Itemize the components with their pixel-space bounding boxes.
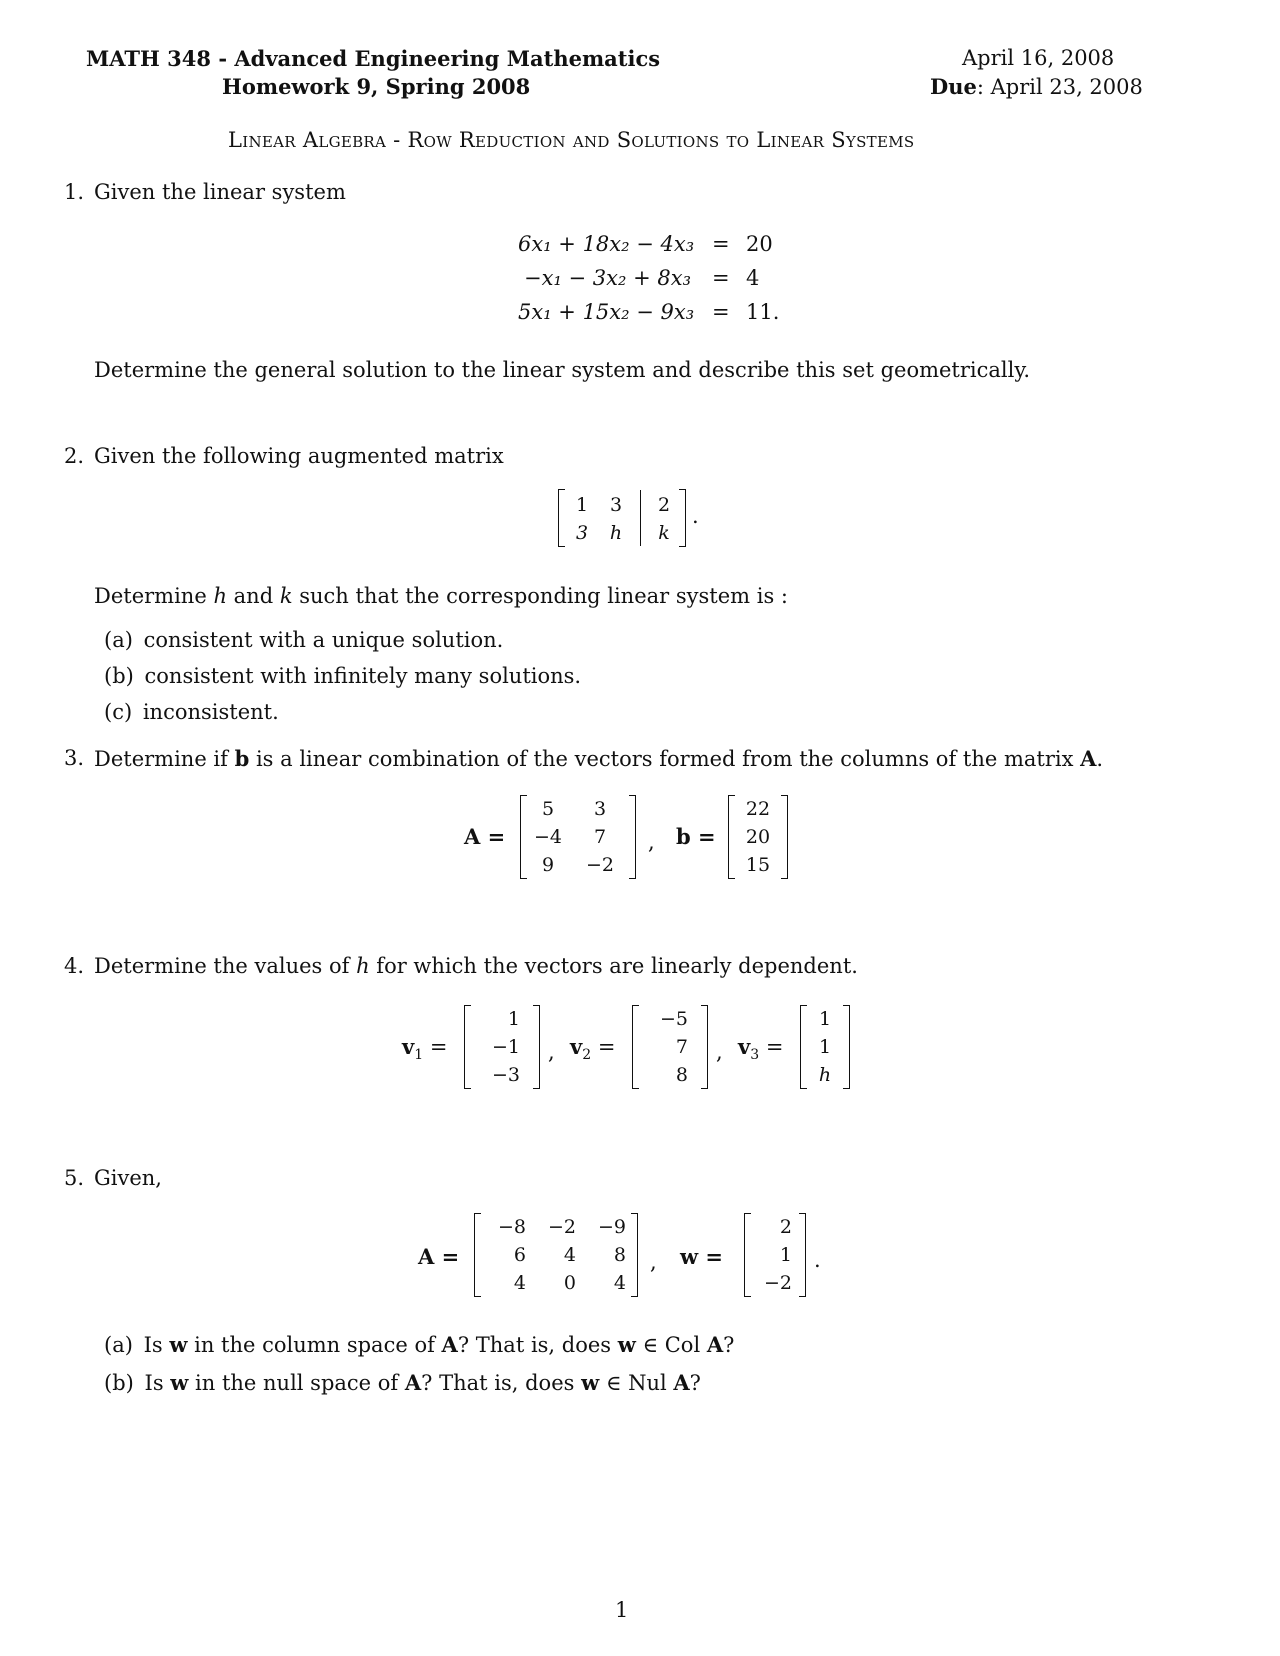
vector-subscript: 3 — [750, 1047, 760, 1064]
part-text — [145, 1371, 701, 1395]
due-date — [930, 76, 1143, 98]
left-bracket — [558, 489, 565, 547]
equation-1-lhs: 6x₁ + 18x₂ − 4x₃ — [518, 232, 695, 256]
matrix-cell: 3 — [609, 494, 623, 516]
vector-w-label: w = — [680, 1244, 723, 1269]
problem-2-intro: Given the following augmented matrix — [94, 444, 504, 468]
matrix-cell: 2 — [657, 494, 671, 516]
left-bracket — [800, 1005, 807, 1089]
vector-v1-label — [402, 1036, 447, 1062]
matrix-cell: 0 — [563, 1272, 576, 1294]
separator-comma: , — [548, 1040, 555, 1064]
vector-subscript: 1 — [414, 1047, 424, 1064]
matrix-cell: k — [658, 522, 670, 544]
matrix-cell: 7 — [593, 826, 607, 848]
var-b: b — [234, 746, 250, 771]
matrix-cell: −2 — [585, 854, 614, 876]
right-bracket — [799, 1213, 806, 1297]
homework-title: Homework 9, Spring 2008 — [222, 74, 531, 99]
left-bracket — [744, 1213, 751, 1297]
vector-cell: −2 — [763, 1272, 792, 1294]
part-text: ? That is, does — [421, 1371, 582, 1395]
matrix-cell: 4 — [613, 1272, 626, 1294]
problem-4-question — [94, 956, 858, 977]
question-text: Determine the values of — [94, 954, 357, 978]
var-h: h — [356, 954, 370, 978]
matrix-cell: 6 — [513, 1244, 526, 1266]
vector-cell: 20 — [745, 826, 771, 848]
part-text: consistent with a unique solution. — [143, 628, 504, 652]
matrix-cell: 3 — [575, 522, 589, 544]
right-bracket — [701, 1005, 708, 1089]
part-text: consistent with infinitely many solutions. — [144, 664, 582, 688]
equation-1-rhs: 20 — [746, 232, 773, 256]
separator-comma: , — [648, 830, 655, 854]
question-text: such that the corresponding linear system is : — [292, 584, 788, 608]
vector-cell: 22 — [745, 798, 771, 820]
var-h: h — [213, 584, 227, 608]
vector-v3-label — [738, 1036, 783, 1062]
equals-sign: = — [765, 1035, 784, 1059]
part-text: ? That is, does — [457, 1333, 618, 1357]
vector-b — [728, 796, 788, 878]
problem-2-question — [94, 586, 788, 607]
var-w: w — [581, 1370, 600, 1395]
equation-2-eq: = — [712, 266, 730, 290]
equation-3-rhs: 11. — [746, 300, 780, 324]
due-date-value: : April 23, 2008 — [976, 75, 1143, 99]
problem-2-number: 2. — [64, 444, 85, 468]
equation-3-lhs: 5x₁ + 15x₂ − 9x₃ — [518, 300, 695, 324]
question-text: Determine if — [94, 747, 235, 771]
augmented-matrix — [558, 490, 686, 546]
matrix-cell: −4 — [533, 826, 562, 848]
problem-1-number: 1. — [64, 180, 85, 204]
problem-4-number: 4. — [64, 954, 85, 978]
equation-2-rhs: 4 — [746, 266, 760, 290]
matrix-A-label: A = — [418, 1244, 460, 1269]
right-bracket — [533, 1005, 540, 1089]
question-text: and — [226, 584, 280, 608]
right-bracket — [781, 795, 788, 879]
matrix-A-label: A = — [464, 824, 506, 849]
part-c — [104, 702, 279, 723]
separator-comma: , — [716, 1040, 723, 1064]
var-A: A — [706, 1332, 724, 1357]
question-text: is a linear combination of the vectors formed from the columns of the matrix — [249, 747, 1081, 771]
left-bracket — [474, 1213, 481, 1297]
vector-name: v — [570, 1034, 583, 1059]
course-title: MATH 348 - Advanced Engineering Mathematics — [86, 46, 661, 71]
matrix-cell: 3 — [593, 798, 607, 820]
part-text: ? — [723, 1333, 735, 1357]
matrix-cell: 1 — [575, 494, 589, 516]
equals-sign: = — [429, 1035, 448, 1059]
problem-1-question: Determine the general solution to the linear system and describe this set geometrically. — [94, 358, 1031, 382]
vector-name: v — [738, 1034, 751, 1059]
equation-1-eq: = — [712, 232, 730, 256]
matrix-period: . — [692, 504, 699, 528]
part-label: (a) — [104, 628, 133, 652]
matrix-cell: 5 — [541, 798, 555, 820]
matrix-cell: 8 — [613, 1244, 626, 1266]
question-text: for which the vectors are linearly dependent. — [369, 954, 858, 978]
vector-cell: −3 — [491, 1064, 520, 1086]
problem-5-part-b — [104, 1372, 701, 1394]
vector-cell: 15 — [745, 854, 771, 876]
matrix-cell: 9 — [541, 854, 555, 876]
vector-cell: 2 — [779, 1216, 792, 1238]
part-text: ∈ Nul — [599, 1371, 674, 1395]
var-w: w — [617, 1332, 636, 1357]
part-label: (b) — [104, 1371, 134, 1395]
part-text: in the column space of — [187, 1333, 442, 1357]
equation-3-eq: = — [712, 300, 730, 324]
part-text: ∈ Col — [635, 1333, 707, 1357]
question-text: . — [1096, 747, 1104, 771]
matrix-cell: −8 — [497, 1216, 526, 1238]
part-label: (a) — [104, 1333, 133, 1357]
var-A: A — [1080, 746, 1097, 771]
var-A: A — [404, 1370, 422, 1395]
vector-cell: 7 — [675, 1036, 688, 1058]
part-b — [104, 666, 581, 687]
matrix-cell: −9 — [597, 1216, 626, 1238]
problem-1-intro: Given the linear system — [94, 180, 346, 204]
left-bracket — [520, 795, 527, 879]
vector-cell: 1 — [818, 1008, 832, 1030]
vector-cell: −5 — [659, 1008, 688, 1030]
var-A: A — [673, 1370, 690, 1395]
equation-2-lhs: −x₁ − 3x₂ + 8x₃ — [524, 266, 691, 290]
matrix-A — [520, 796, 636, 878]
part-text: in the null space of — [188, 1371, 405, 1395]
vector-name: v — [402, 1034, 415, 1059]
problem-5-part-a — [104, 1334, 734, 1356]
right-bracket — [631, 1213, 638, 1297]
augmented-divider — [640, 490, 641, 546]
left-bracket — [464, 1005, 471, 1089]
page-number: 1 — [615, 1598, 629, 1622]
equals-sign: = — [597, 1035, 616, 1059]
matrix-cell: −2 — [547, 1216, 576, 1238]
vector-subscript: 2 — [582, 1047, 592, 1064]
problem-5-number: 5. — [64, 1166, 85, 1190]
var-k: k — [279, 584, 293, 608]
part-a — [104, 630, 503, 651]
right-bracket — [679, 489, 686, 547]
problem-5-intro: Given, — [94, 1166, 162, 1190]
problem-3-question — [94, 748, 1103, 770]
part-text: ? — [689, 1371, 701, 1395]
vector-v2 — [632, 1006, 708, 1088]
vector-w — [744, 1214, 806, 1296]
vector-b-label: b = — [676, 824, 716, 849]
vector-cell: −1 — [491, 1036, 520, 1058]
part-text — [144, 1333, 735, 1357]
left-bracket — [728, 795, 735, 879]
vector-cell: 1 — [818, 1036, 832, 1058]
part-label: (b) — [104, 664, 134, 688]
topic-heading: Linear Algebra - Row Reduction and Solutions to Linear Systems — [228, 128, 915, 152]
problem-3-number: 3. — [64, 746, 85, 770]
vector-v2-label — [570, 1036, 615, 1062]
matrix-cell: 4 — [513, 1272, 526, 1294]
part-label: (c) — [104, 700, 133, 724]
matrix-A — [474, 1214, 638, 1296]
matrix-cell: h — [609, 522, 623, 544]
matrix-cell: 4 — [563, 1244, 576, 1266]
due-label: Due — [930, 74, 977, 99]
vector-cell: h — [818, 1064, 832, 1086]
left-bracket — [632, 1005, 639, 1089]
question-text: Determine — [94, 584, 214, 608]
vector-v1 — [464, 1006, 540, 1088]
right-bracket — [629, 795, 636, 879]
var-A: A — [441, 1332, 458, 1357]
var-w: w — [169, 1332, 188, 1357]
issue-date: April 16, 2008 — [962, 46, 1115, 70]
right-bracket — [843, 1005, 850, 1089]
separator-comma: , — [650, 1250, 657, 1274]
vector-v3 — [800, 1006, 850, 1088]
part-text: Is — [143, 1333, 170, 1357]
part-text: inconsistent. — [142, 700, 279, 724]
vector-cell: 8 — [675, 1064, 688, 1086]
vector-period: . — [814, 1248, 821, 1272]
vector-cell: 1 — [507, 1008, 520, 1030]
part-text: Is — [144, 1371, 171, 1395]
vector-cell: 1 — [779, 1244, 792, 1266]
var-w: w — [170, 1370, 189, 1395]
